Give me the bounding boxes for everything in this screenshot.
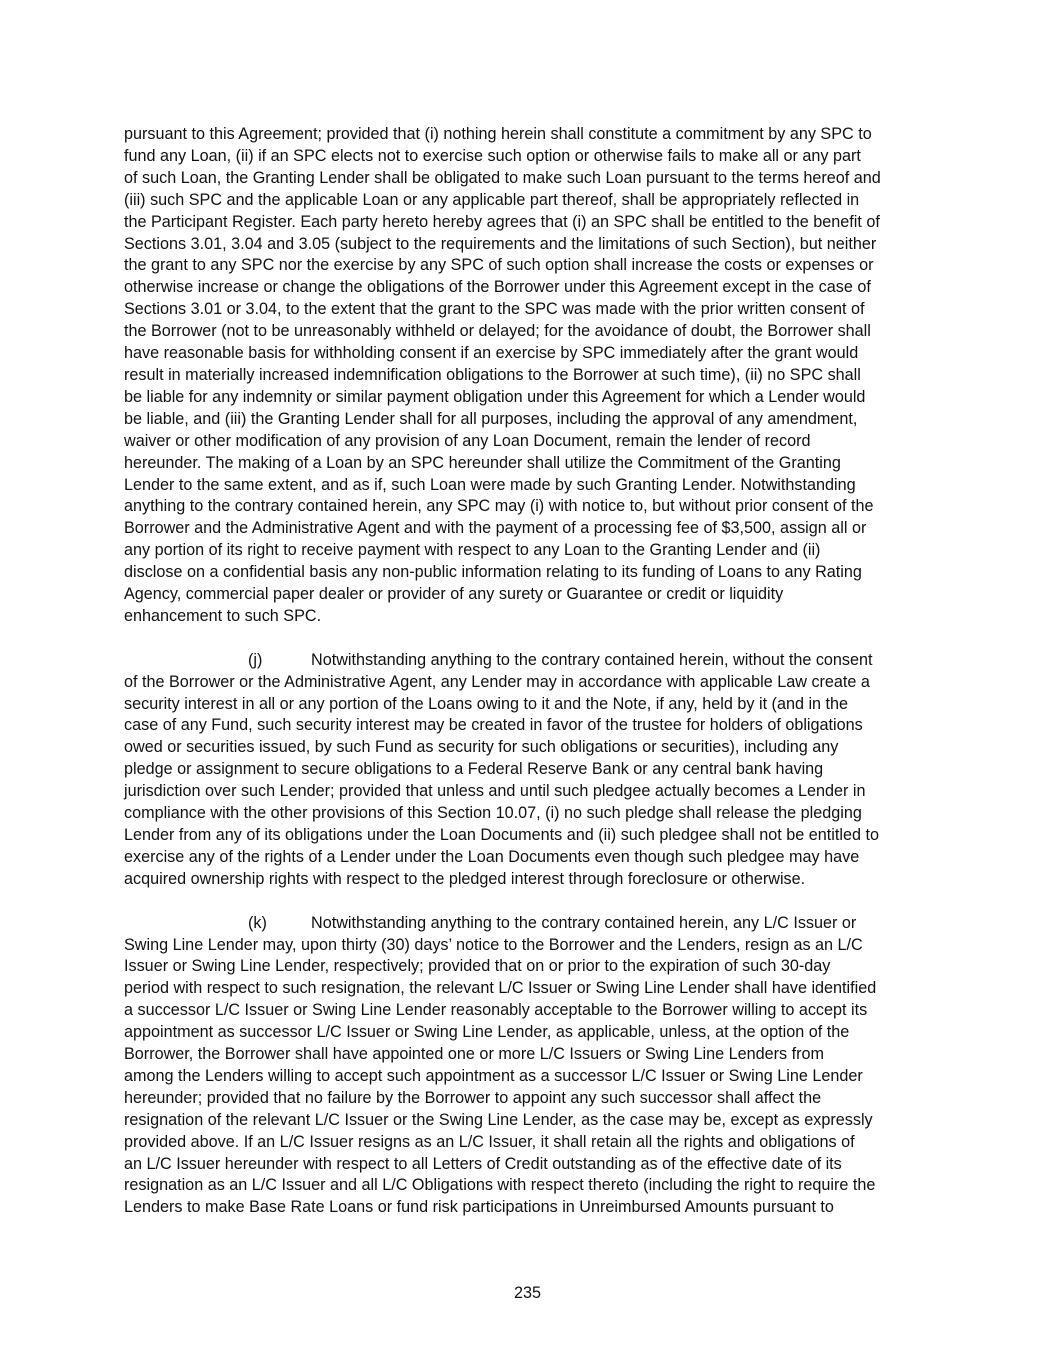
text-line: result in materially increased indemnification obligations to the Borrower at such time), (ii) no SPC shall	[124, 365, 861, 384]
section-k-first-line	[124, 913, 934, 935]
text-line: have reasonable basis for withholding consent if an exercise by SPC immediately after the grant would	[124, 344, 859, 363]
text-line: period with respect to such resignation, the relevant L/C Issuer or Swing Line Lender shall have identified	[124, 979, 877, 998]
text-line: compliance with the other provisions of this Section 10.07, (i) no such pledge shall release the pledging	[124, 804, 862, 823]
text-line: owed or securities issued, by such Fund as security for such obligations or securities), including any	[124, 738, 839, 757]
section-k	[124, 913, 934, 1220]
text-line: Notwithstanding anything to the contrary contained herein, any L/C Issuer or	[311, 913, 857, 932]
text-line: fund any Loan, (ii) if an SPC elects not to exercise such option or otherwise fails to make all or any part	[124, 146, 861, 165]
text-line: resignation as an L/C Issuer and all L/C Obligations with respect thereto (including the right to require the	[124, 1176, 876, 1195]
text-line: Sections 3.01, 3.04 and 3.05 (subject to the requirements and the limitations of such Section), but neither	[124, 234, 877, 253]
text-line: among the Lenders willing to accept such appointment as a successor L/C Issuer or Swing Line Lender	[124, 1066, 863, 1085]
text-line: enhancement to such SPC.	[124, 606, 322, 625]
text-line: (iii) such SPC and the applicable Loan or any applicable part thereof, shall be appropriately reflected in	[124, 190, 860, 209]
text-line: hereunder. The making of a Loan by an SPC hereunder shall utilize the Commitment of the Granting	[124, 453, 841, 472]
section-j	[124, 650, 934, 891]
text-line: pursuant to this Agreement; provided that (i) nothing herein shall constitute a commitment by any SPC to	[124, 125, 872, 143]
text-line: Swing Line Lender may, upon thirty (30) days’ notice to the Borrower and the Lenders, resign as an L/C	[124, 935, 863, 954]
text-line: the Borrower (not to be unreasonably withheld or delayed; for the avoidance of doubt, the Borrower shall	[124, 322, 871, 341]
text-line: waiver or other modification of any provision of any Loan Document, remain the lender of record	[124, 431, 811, 450]
text-line: provided above. If an L/C Issuer resigns as an L/C Issuer, it shall retain all the rights and obligations of	[124, 1132, 855, 1151]
text-line: disclose on a confidential basis any non-public information relating to its funding of Loans to any Rating	[124, 563, 862, 582]
section-j-first-line	[124, 650, 934, 672]
text-line: a successor L/C Issuer or Swing Line Lender reasonably acceptable to the Borrower willing to accept its	[124, 1001, 868, 1020]
paragraph-continued	[124, 124, 934, 628]
text-line: be liable, and (iii) the Granting Lender shall for all purposes, including the approval of any amendment,	[124, 409, 858, 428]
text-line: the grant to any SPC nor the exercise by any SPC of such option shall increase the costs or expenses or	[124, 256, 874, 275]
text-line: be liable for any indemnity or similar payment obligation under this Agreement for which a Lender would	[124, 387, 866, 406]
text-line: jurisdiction over such Lender; provided that unless and until such pledgee actually becomes a Lender in	[124, 782, 866, 801]
text-line: Lender to the same extent, and as if, such Loan were made by such Granting Lender. Notwithstanding	[124, 475, 856, 494]
text-line: Borrower, the Borrower shall have appointed one or more L/C Issuers or Swing Line Lenders from	[124, 1045, 825, 1064]
text-line: case of any Fund, such security interest may be created in favor of the trustee for holders of obligations	[124, 716, 863, 735]
text-line: Lenders to make Base Rate Loans or fund risk participations in Unreimbursed Amounts pursuant to	[124, 1198, 834, 1217]
text-line: an L/C Issuer hereunder with respect to all Letters of Credit outstanding as of the effective date of its	[124, 1154, 842, 1173]
text-line: hereunder; provided that no failure by the Borrower to appoint any such successor shall affect the	[124, 1088, 822, 1107]
document-body	[124, 124, 934, 1219]
text-line: Sections 3.01 or 3.04, to the extent that the grant to the SPC was made with the prior written consent of	[124, 300, 865, 319]
text-line: otherwise increase or change the obligations of the Borrower under this Agreement except in the case of	[124, 278, 871, 297]
text-line: Borrower and the Administrative Agent and with the payment of a processing fee of $3,500, assign all or	[124, 519, 867, 538]
section-j-marker: (j)	[248, 650, 263, 669]
text-line: acquired ownership rights with respect to the pledged interest through foreclosure or otherwise.	[124, 869, 806, 888]
text-line: Agency, commercial paper dealer or provider of any surety or Guarantee or credit or liquidity	[124, 585, 784, 604]
text-line: resignation of the relevant L/C Issuer or the Swing Line Lender, as the case may be, except as expressly	[124, 1110, 873, 1129]
text-line: security interest in all or any portion of the Loans owing to it and the Note, if any, held by it (and in the	[124, 694, 849, 713]
paragraph-spacer	[124, 891, 934, 913]
text-line: of such Loan, the Granting Lender shall be obligated to make such Loan pursuant to the terms hereof and	[124, 168, 881, 187]
text-line: of the Borrower or the Administrative Agent, any Lender may in accordance with applicable Law create a	[124, 672, 870, 691]
text-line: anything to the contrary contained herein, any SPC may (i) with notice to, but without prior consent of the	[124, 497, 874, 516]
page-number: 235	[513, 1284, 541, 1302]
text-line: Notwithstanding anything to the contrary contained herein, without the consent	[311, 650, 873, 669]
text-line: exercise any of the rights of a Lender under the Loan Documents even though such pledgee may have	[124, 847, 860, 866]
text-line: any portion of its right to receive payment with respect to any Loan to the Granting Lender and (ii)	[124, 541, 821, 560]
text-line: pledge or assignment to secure obligations to a Federal Reserve Bank or any central bank having	[124, 760, 824, 779]
paragraph-spacer	[124, 628, 934, 650]
text-line: Issuer or Swing Line Lender, respectively; provided that on or prior to the expiration of such 30-day	[124, 957, 831, 976]
text-line: appointment as successor L/C Issuer or Swing Line Lender, as applicable, unless, at the option of the	[124, 1023, 850, 1042]
text-line: the Participant Register. Each party hereto hereby agrees that (i) an SPC shall be entitled to the benefit of	[124, 212, 880, 231]
section-k-marker: (k)	[248, 913, 267, 932]
text-line: Lender from any of its obligations under the Loan Documents and (ii) such pledgee shall not be entitled to	[124, 825, 879, 844]
